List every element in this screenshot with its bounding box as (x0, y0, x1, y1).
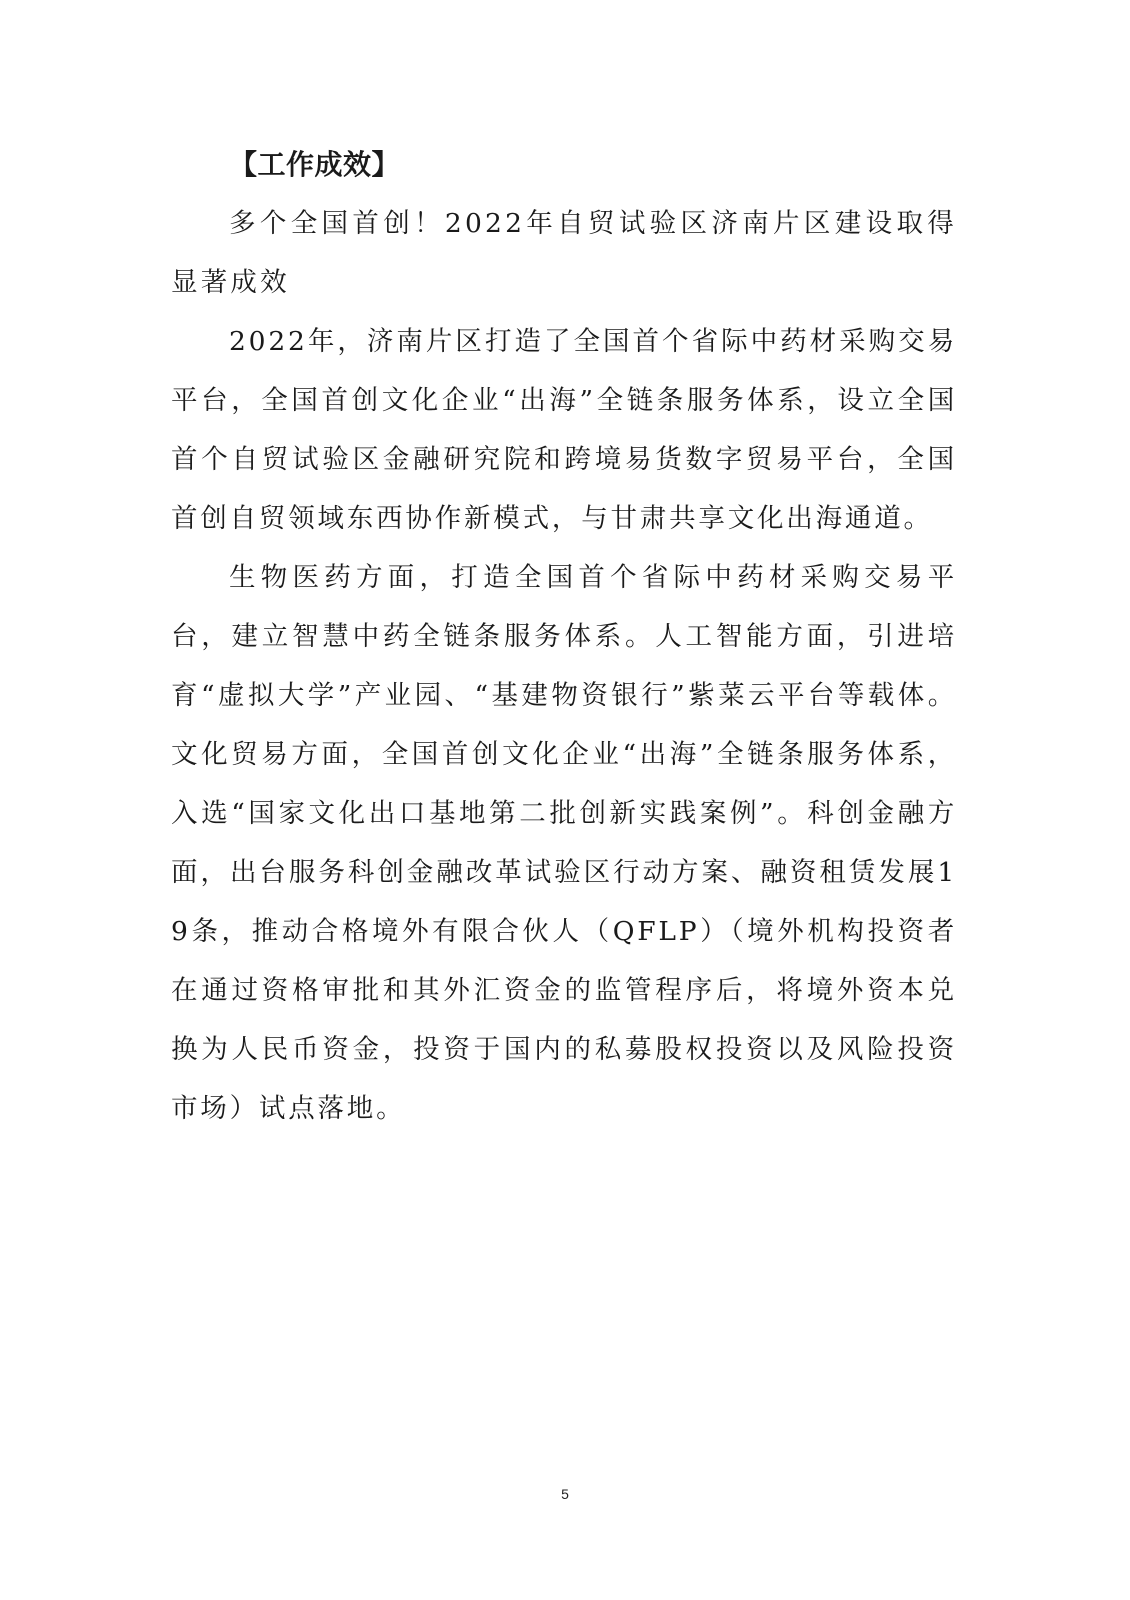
headline-paragraph: 多个全国首创！2022年自贸试验区济南片区建设取得显著成效 (171, 208, 957, 298)
document-body (171, 136, 957, 1138)
section-heading: 【工作成效】 (229, 148, 401, 181)
details-paragraph: 生物医药方面，打造全国首个省际中药材采购交易平台，建立智慧中药全链条服务体系。人工智能方面，引进培育“虚拟大学”产业园、“基建物资银行”紫菜云平台等载体。文化贸易方面，全国首创文化企业“出海”全链条服务体系，入选“国家文化出口基地第二批创新实践案例”。科创金融方面，出台服务科创金融改革试验区行动方案、融资租赁发展19条，推动合格境外有限合伙人（QFLP）（境外机构投资者在通过资格审批和其外汇资金的监管程序后，将境外资本兑换为人民币资金，投资于国内的私募股权投资以及风险投资市场）试点落地。 (171, 562, 957, 1124)
summary-paragraph: 2022年，济南片区打造了全国首个省际中药材采购交易平台，全国首创文化企业“出海”全链条服务体系，设立全国首个自贸试验区金融研究院和跨境易货数字贸易平台，全国首创自贸领域东西协作新模式，与甘肃共享文化出海通道。 (171, 326, 957, 534)
page-number: 5 (561, 1486, 569, 1502)
